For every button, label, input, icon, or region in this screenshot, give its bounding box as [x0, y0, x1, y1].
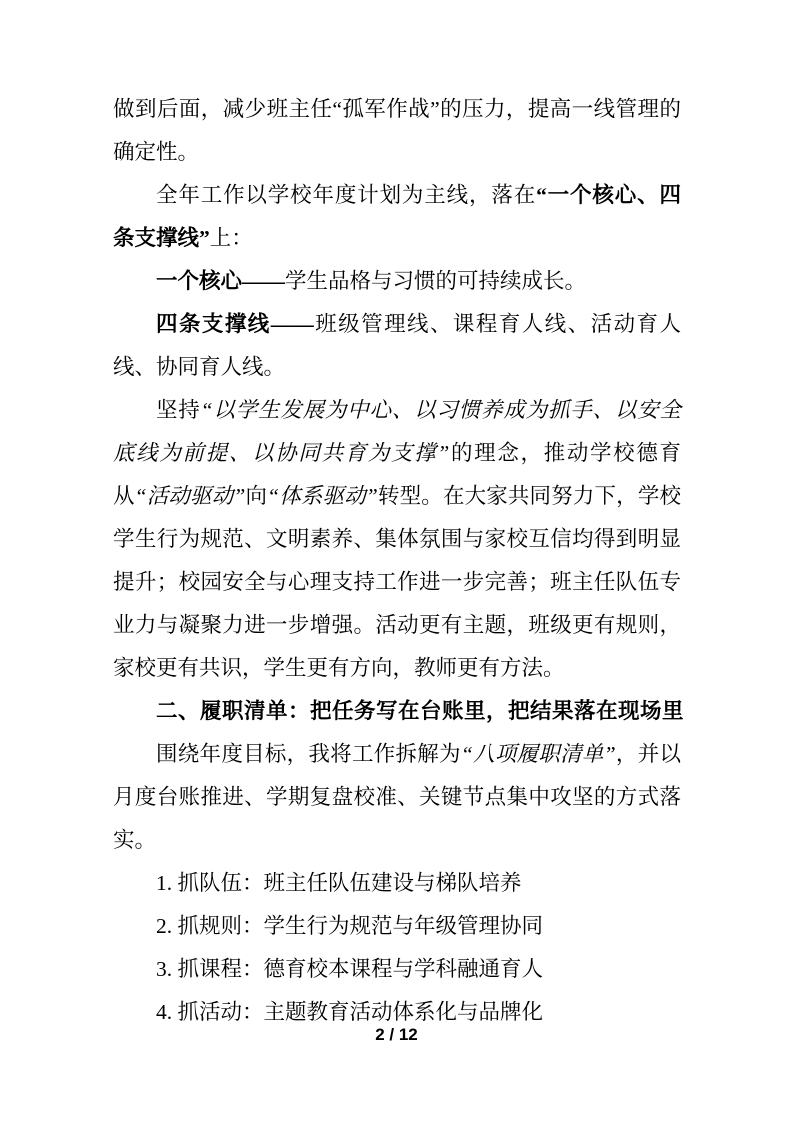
paragraph-4 — [113, 303, 681, 389]
text-run: 坚持 — [156, 398, 201, 422]
paragraph-10 — [113, 948, 681, 991]
text-run: ，并以月度台账推进、学期复盘校准、关键节点集中攻坚的方式落实。 — [113, 742, 681, 852]
text-run: “以学生发展为中心、以习惯养成为抓手、以安全底线为前提、以协同共育为支撑” — [113, 398, 681, 465]
text-run: “一个核心、四条支撑线” — [113, 183, 681, 250]
text-run: 做到后面，减少班主任“孤军作战”的压力，提高一线管理的确定性。 — [113, 97, 681, 164]
text-run: 向 — [245, 484, 268, 508]
text-run: 围绕年度目标，我将工作拆解为 — [156, 742, 461, 766]
text-run: 四条支撑线—— — [156, 312, 314, 336]
paragraph-9 — [113, 905, 681, 948]
page-number-footer: 2 / 12 — [375, 1025, 418, 1044]
text-run: 上： — [209, 226, 253, 250]
paragraph-2 — [113, 174, 681, 260]
paragraph-8 — [113, 862, 681, 905]
text-run: 学生品格与习惯的可持续成长。 — [285, 269, 587, 293]
paragraph-1 — [113, 88, 681, 174]
document-body — [113, 88, 685, 1034]
text-run: 全年工作以学校年度计划为主线，落在 — [156, 183, 537, 207]
text-run: 一个核心—— — [156, 269, 286, 293]
text-run: “活动驱动” — [134, 484, 246, 508]
text-run: 转型。在大家共同努力下，学校学生行为规范、文明素养、集体氛围与家校互信均得到明显提升；校园安全与心理支持工作进一步完善；班主任队伍专业力与凝聚力进一步增强。活动更有主题，班级更有规则，家校更有共识，学生更有方向，教师更有方法。 — [113, 484, 681, 680]
text-run: 班级管理线、课程育人线、活动育人线、协同育人线。 — [113, 312, 681, 379]
text-run: “体系驱动” — [267, 484, 378, 508]
paragraph-3 — [113, 260, 681, 303]
text-run: 2. 抓规则：学生行为规范与年级管理协同 — [156, 914, 544, 938]
text-run: “八项履职清单” — [460, 742, 616, 766]
text-run: 3. 抓课程：德育校本课程与学科融通育人 — [156, 957, 544, 981]
paragraph-5 — [113, 389, 681, 690]
text-run: 的理念，推动学校德育从 — [113, 441, 681, 508]
paragraph-7 — [113, 733, 681, 862]
heading-6 — [113, 690, 685, 733]
text-run: 1. 抓队伍：班主任队伍建设与梯队培养 — [156, 871, 522, 895]
text-run: 4. 抓活动：主题教育活动体系化与品牌化 — [156, 1000, 544, 1024]
text-run: 二、履职清单：把任务写在台账里，把结果落在现场里 — [156, 699, 685, 723]
